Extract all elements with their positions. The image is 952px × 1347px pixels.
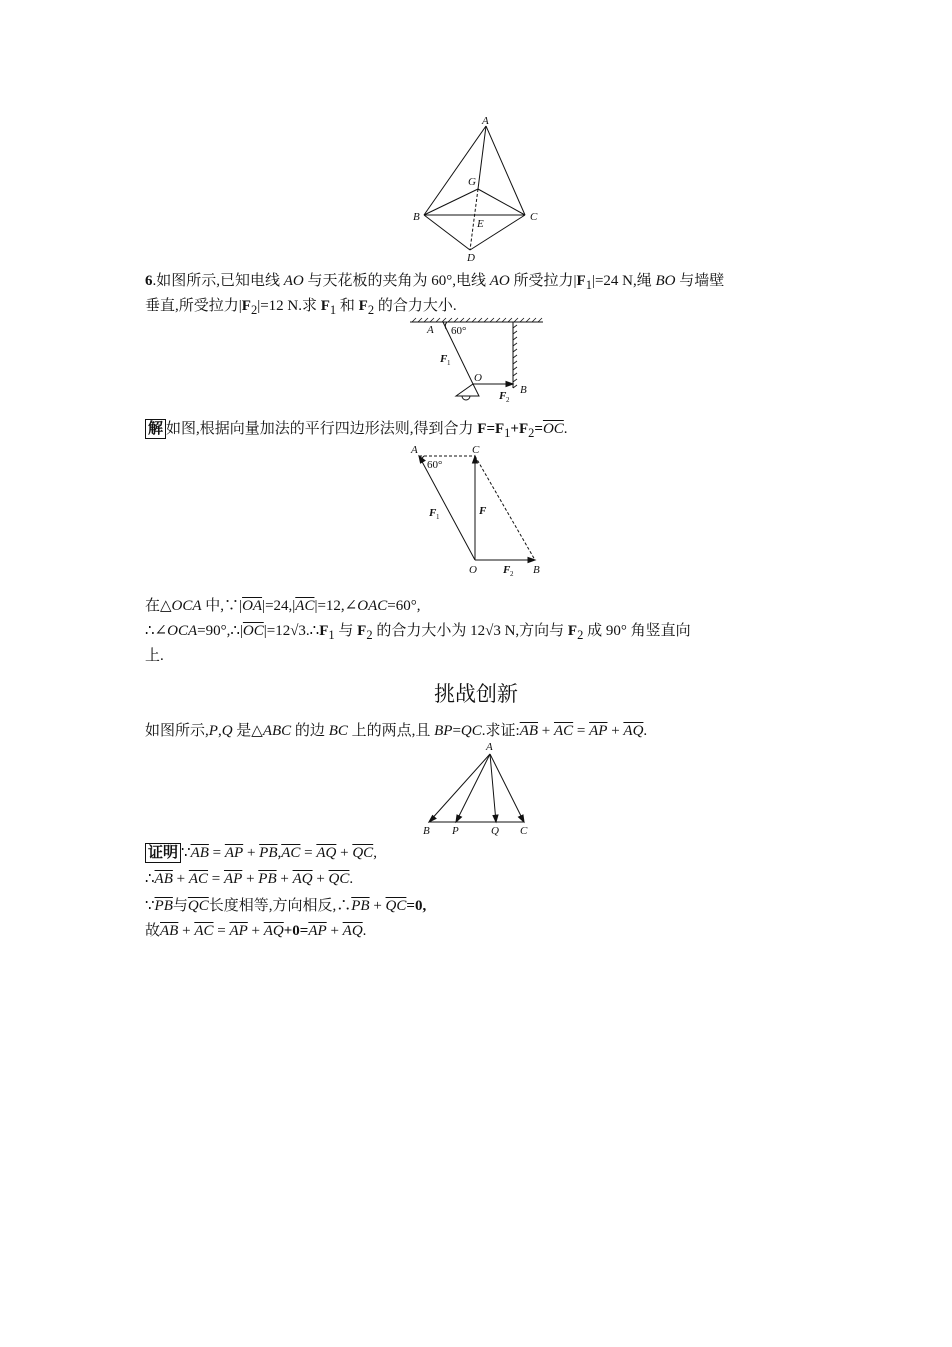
- text: $\overline{PB}$: [258, 871, 277, 887]
- parallelogram-figure: [405, 442, 555, 577]
- force-f2-label: F: [503, 564, 511, 576]
- text: $\overline{AC}$: [194, 923, 214, 939]
- text: AO: [489, 273, 510, 289]
- text: |=12,∠: [314, 598, 358, 614]
- text: =: [213, 923, 230, 939]
- label-d: D: [467, 252, 475, 264]
- text: .: [563, 421, 568, 437]
- text: $\overline{AQ}$: [292, 871, 313, 887]
- calc-line-1: [145, 594, 420, 615]
- angle-label: 60°: [427, 459, 443, 471]
- calc-line-3: [145, 644, 164, 665]
- text: $\overline{AP}$: [589, 723, 608, 739]
- text: $\overline{AP}$: [229, 923, 248, 939]
- text: +F: [510, 421, 529, 437]
- text: $\overline{AB}$: [154, 871, 173, 887]
- text: .如图所示,已知电线: [152, 273, 284, 289]
- text: $\overline{OC}$: [242, 623, 264, 639]
- text: |=12 N.求: [257, 298, 321, 314]
- text: =: [534, 421, 543, 437]
- label-q: Q: [491, 825, 499, 837]
- text: $\overline{AC}$: [295, 598, 315, 614]
- problem-number: 6: [145, 273, 153, 289]
- label-b: B: [533, 564, 540, 576]
- subscript: 2: [510, 570, 514, 578]
- text: OCA: [167, 623, 198, 639]
- text: $\overline{QC}$: [352, 845, 374, 861]
- proof-line-3: [145, 894, 426, 915]
- label-o: O: [474, 372, 482, 384]
- text: +: [243, 845, 260, 861]
- text: +: [172, 871, 189, 887]
- text: ,: [373, 845, 377, 861]
- text: $\overline{AC}$: [188, 871, 209, 887]
- text: =: [208, 845, 225, 861]
- text: .求证:: [481, 723, 520, 739]
- text: $\overline{AP}$: [308, 923, 327, 939]
- text: 2: [528, 426, 535, 440]
- label-a: A: [411, 444, 418, 456]
- text: BC: [328, 723, 348, 739]
- subscript: 1: [447, 359, 451, 367]
- text: .: [349, 871, 354, 887]
- text: +: [336, 845, 353, 861]
- problem-6-line-2: [145, 294, 457, 318]
- text: +: [247, 923, 264, 939]
- text: 长度相等,方向相反,∴: [208, 898, 352, 914]
- text: $\overline{AP}$: [224, 845, 244, 861]
- text: 1: [328, 628, 335, 642]
- text: 与: [172, 898, 188, 914]
- ceiling-wall-figure: [405, 316, 555, 411]
- text: +: [538, 723, 554, 739]
- text: $\overline{AB}$: [519, 723, 539, 739]
- triangle-vectors-figure: [415, 738, 545, 838]
- text: $\overline{QC}$: [187, 898, 209, 914]
- text: +: [326, 923, 343, 939]
- tetrahedron-figure: [410, 112, 550, 267]
- text: 1: [585, 278, 592, 292]
- text: +: [242, 871, 259, 887]
- text: $\overline{AB}$: [190, 845, 209, 861]
- text: 如图所示,: [145, 723, 209, 739]
- label-b: B: [423, 825, 430, 837]
- text: F=F: [477, 421, 505, 437]
- text: $\overline{AC}$: [281, 845, 301, 861]
- text: $\overline{QC}$: [385, 898, 407, 914]
- label-b: B: [520, 384, 527, 396]
- proof-badge: 证明: [145, 843, 181, 863]
- text: ABC: [262, 723, 292, 739]
- label-b: B: [413, 211, 420, 223]
- label-g: G: [468, 176, 476, 188]
- text: 与墙壁: [675, 273, 725, 289]
- solution-line: [145, 417, 568, 441]
- text: 的边: [291, 723, 329, 739]
- text: |=24,|: [262, 598, 296, 614]
- text: =: [300, 845, 317, 861]
- text: $\overline{OA}$: [242, 598, 263, 614]
- text: +: [276, 871, 293, 887]
- text: OAC: [357, 598, 388, 614]
- section-heading: 挑战创新: [434, 682, 518, 706]
- text: $\overline{AB}$: [160, 923, 179, 939]
- text: 在△: [145, 598, 172, 614]
- text: 是△: [232, 723, 263, 739]
- text: =: [208, 871, 224, 887]
- text: $\overline{QC}$: [328, 871, 350, 887]
- text: =0,: [406, 898, 427, 914]
- text: 上的两点,且: [347, 723, 435, 739]
- label-p: P: [452, 825, 459, 837]
- text: OCA: [171, 598, 202, 614]
- text: 与: [334, 623, 358, 639]
- text: .: [643, 723, 648, 739]
- problem-6-line-1: [145, 269, 724, 293]
- text: |=24 N,绳: [591, 273, 656, 289]
- text: 如图,根据向量加法的平行四边形法则,得到合力: [166, 421, 478, 437]
- text: ,: [217, 723, 222, 739]
- text: ,: [277, 845, 282, 861]
- text: $\overline{AQ}$: [316, 845, 337, 861]
- subscript: 2: [506, 396, 510, 404]
- text: |=12√3.∴: [263, 623, 320, 639]
- text: ∴∠: [145, 623, 168, 639]
- text: 和: [336, 298, 359, 314]
- proof-line-2: [145, 869, 353, 888]
- text: =90°,∴|: [197, 623, 243, 639]
- text: P: [208, 723, 218, 739]
- text: F: [576, 273, 586, 289]
- text: 与天花板的夹角为 60°,电线: [303, 273, 490, 289]
- label-e: E: [477, 218, 484, 230]
- text: +: [607, 723, 624, 739]
- text: BP: [434, 723, 453, 739]
- text: =60°,: [387, 598, 421, 614]
- text: 所受拉力|: [509, 273, 577, 289]
- text: F: [357, 623, 367, 639]
- text: QC: [460, 723, 482, 739]
- text: $\overline{AC}$: [553, 723, 574, 739]
- text: .: [362, 923, 367, 939]
- text: 2: [367, 303, 375, 317]
- text: F: [241, 298, 251, 314]
- label-c: C: [530, 211, 538, 223]
- text: ∵: [181, 845, 191, 861]
- text: 2: [250, 303, 258, 317]
- text: 1: [504, 426, 511, 440]
- text: ∴: [145, 871, 155, 887]
- angle-label: 60°: [451, 325, 467, 337]
- proof-line-1: [145, 843, 377, 863]
- subscript: 1: [436, 513, 440, 521]
- label-c: C: [520, 825, 528, 837]
- text: 的合力大小.: [374, 298, 457, 314]
- text: 1: [329, 303, 337, 317]
- text: 的合力大小为 12√3 N,方向与: [372, 623, 568, 639]
- text: +: [312, 871, 329, 887]
- text: F: [567, 623, 578, 639]
- text: +: [178, 923, 195, 939]
- label-c: C: [472, 444, 480, 456]
- text: 垂直,所受拉力|: [145, 298, 242, 314]
- text: 上.: [145, 648, 164, 664]
- text: $\overline{PB}$: [154, 898, 173, 914]
- proof-line-4: [145, 919, 366, 940]
- text: BO: [655, 273, 676, 289]
- text: $\overline{PB}$: [351, 898, 370, 914]
- force-f2-label: F: [499, 390, 507, 402]
- text: F: [358, 298, 368, 314]
- text: =: [452, 723, 461, 739]
- text: Q: [221, 723, 233, 739]
- text: $\overline{AP}$: [223, 871, 243, 887]
- text: $\overline{OC}$: [542, 421, 564, 437]
- force-f-label: F: [479, 505, 487, 517]
- text: $\overline{AQ}$: [263, 923, 284, 939]
- text: F: [320, 298, 330, 314]
- text: 2: [577, 628, 584, 642]
- label-a: A: [427, 324, 434, 336]
- force-f1-label: F: [429, 507, 437, 519]
- text: $\overline{AQ}$: [623, 723, 644, 739]
- text: 故: [145, 923, 161, 939]
- label-o: O: [469, 564, 477, 576]
- label-a: A: [482, 115, 489, 127]
- text: =: [573, 723, 590, 739]
- calc-line-2: [145, 619, 691, 643]
- force-f1-label: F: [440, 353, 448, 365]
- text: +0=: [283, 923, 309, 939]
- solution-badge: 解: [145, 419, 166, 439]
- text: ∵: [145, 898, 155, 914]
- text: +: [369, 898, 386, 914]
- label-a: A: [486, 741, 493, 753]
- text: 成 90° 角竖直向: [583, 623, 691, 639]
- text: $\overline{PB}$: [259, 845, 278, 861]
- text: 2: [366, 628, 373, 642]
- text: F: [319, 623, 329, 639]
- text: AO: [283, 273, 304, 289]
- challenge-problem: [145, 719, 647, 740]
- text: 中,∵|: [201, 598, 243, 614]
- text: $\overline{AQ}$: [342, 923, 363, 939]
